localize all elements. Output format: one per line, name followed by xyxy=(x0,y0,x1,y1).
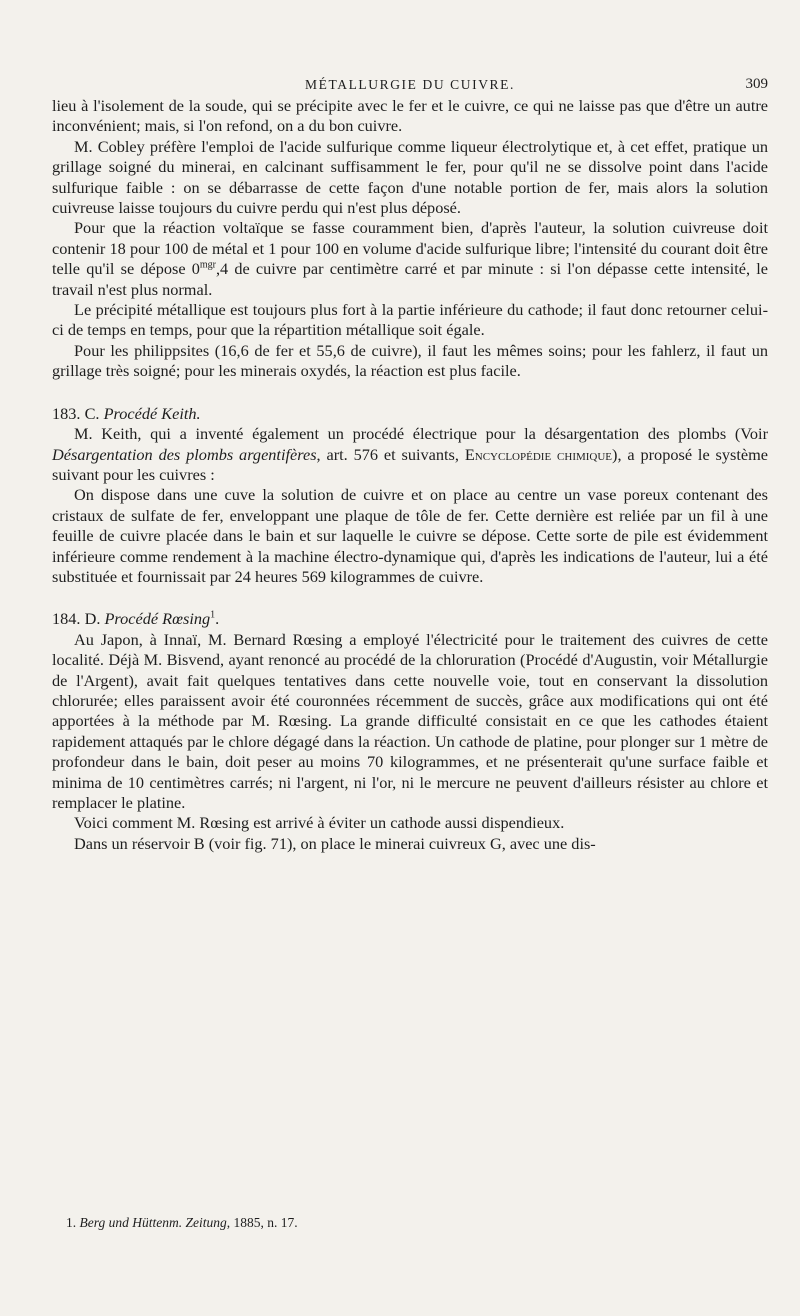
section-heading-183 xyxy=(52,404,768,424)
section-heading-184: 184. D. Procédé Rœsing$^1$. xyxy=(52,609,220,629)
footnote-source-title: Berg und Hüttenm. Zeitung xyxy=(79,1215,227,1230)
section-number: 184. D. xyxy=(52,609,101,629)
paragraph: Pour les philippsites (16,6 de fer et 55,6 de cuivre), il faut les mêmes soins; pour les fahlerz, il faut un grillage très soigné; pour les minerais oxydés, la réaction est plus facile. xyxy=(52,340,768,381)
encyclopedia-reference: Encyclopédie chimique xyxy=(464,444,613,464)
footnote xyxy=(66,1215,298,1231)
paragraph: Dans un réservoir B (voir fig. 71), on place le minerai cuivreux G, avec une dis- xyxy=(74,833,596,853)
paragraph: lieu à l'isolement de la soude, qui se précipite avec le fer et le cuivre, ce qui ne laisse pas que d'être un autre inconvénient; mais, si l'on refond, on a du bon cuivre. xyxy=(52,96,768,136)
footnote-source-details: , 1885, n. 17. xyxy=(226,1215,298,1230)
unit-superscript: mgr xyxy=(199,259,216,271)
paragraph-text: ,4 de cuivre par centimètre carré et par minute : si l'on dépasse cette intensité, le travail n'est plus normal. xyxy=(52,259,768,299)
paragraph-text: Pour que la réaction voltaïque se fasse couramment bien, d'après l'auteur, la solution cuivreuse doit contenir 18 pour 100 de métal et 1 pour 100 en volume d'acide sulfurique libre; l'intensité du courant doit être telle qu'il se dépose 0 xyxy=(52,218,768,279)
section-title: Procédé Keith. xyxy=(103,403,201,423)
paragraph-text: ), a proposé le système suivant pour les cuivres : xyxy=(52,444,768,484)
body-text xyxy=(52,96,768,854)
paragraph-text: , art. 576 et suivants, xyxy=(316,444,465,464)
page-header xyxy=(52,74,768,96)
paragraph xyxy=(52,424,768,485)
paragraph: On dispose dans une cuve la solution de cuivre et on place au centre un vase poreux contenant des cristaux de sulfate de fer, enveloppant une plaque de tôle de fer. Cette dernière est reliée par un fil à une feuille de cuivre placée dans le bain et sur laquelle le cuivre se dépose. Cette sorte de pile est évidemment inférieure comme rendement à la machine électro-dynamique qui, d'après les indications de l'auteur, lui a été substituée et fournissait par 24 heures 569 kilogrammes de cuivre. xyxy=(52,485,768,586)
footnote-marker: 1 xyxy=(210,609,216,621)
paragraph xyxy=(52,218,768,300)
cross-reference-title: Désargentation des plombs argentifères xyxy=(52,444,317,464)
page-number: 309 xyxy=(745,76,768,92)
paragraph-text: M. Keith, qui a inventé également un procédé électrique pour la désargentation des plombs (Voir xyxy=(74,424,768,444)
paragraph: Le précipité métallique est toujours plus fort à la partie inférieure du cathode; il faut donc retourner celui-ci de temps en temps, pour que la répartition métallique soit égale. xyxy=(52,300,768,340)
paragraph: Au Japon, à Innaï, M. Bernard Rœsing a employé l'électricité pour le traitement des cuivres de cette localité. Déjà M. Bisvend, ayant renoncé au procédé de la chloruration (Procédé d'Augustin, voir Métallurgie de l'Argent), avait fait quelques tentatives dans cette nouvelle voie, tout en conservant la dissolution chlorurée; elles paraissent avoir été couronnées récemment de succès, grâce aux modifications qui ont été apportées à la méthode par M. Rœsing. La grande difficulté consistait en ce que les cathodes étaient rapidement attaqués par le chlore dégagé dans la réaction. Un cathode de platine, pour plonger sur 1 mètre de profondeur dans le bain, doit peser au moins 70 kilogrammes, et ne présenterait qu'une surface faible et minima de 10 centimètres carrés; ni l'argent, ni l'or, ni le mercure ne peuvent d'ailleurs résister au chlore et remplacer le platine. xyxy=(52,629,768,812)
running-title: MÉTALLURGIE DU CUIVRE. xyxy=(305,77,515,92)
paragraph: M. Cobley préfère l'emploi de l'acide sulfurique comme liqueur électrolytique et, à cet effet, pratique un grillage soigné du minerai, en calcinant suffisamment le fer, pour qu'il ne se dissolve point dans l'acide sulfurique faible : on se débarrasse de cette façon d'une notable portion de fer, mais alors la solution cuivreuse laisse toujours du cuivre perdu qui n'est plus déposé. xyxy=(52,136,768,218)
section-number: 183. C. xyxy=(52,403,100,423)
footnote-number: 1. xyxy=(66,1215,77,1230)
section-title: Procédé Rœsing xyxy=(104,609,211,629)
paragraph: Voici comment M. Rœsing est arrivé à éviter un cathode aussi dispendieux. xyxy=(74,813,565,833)
